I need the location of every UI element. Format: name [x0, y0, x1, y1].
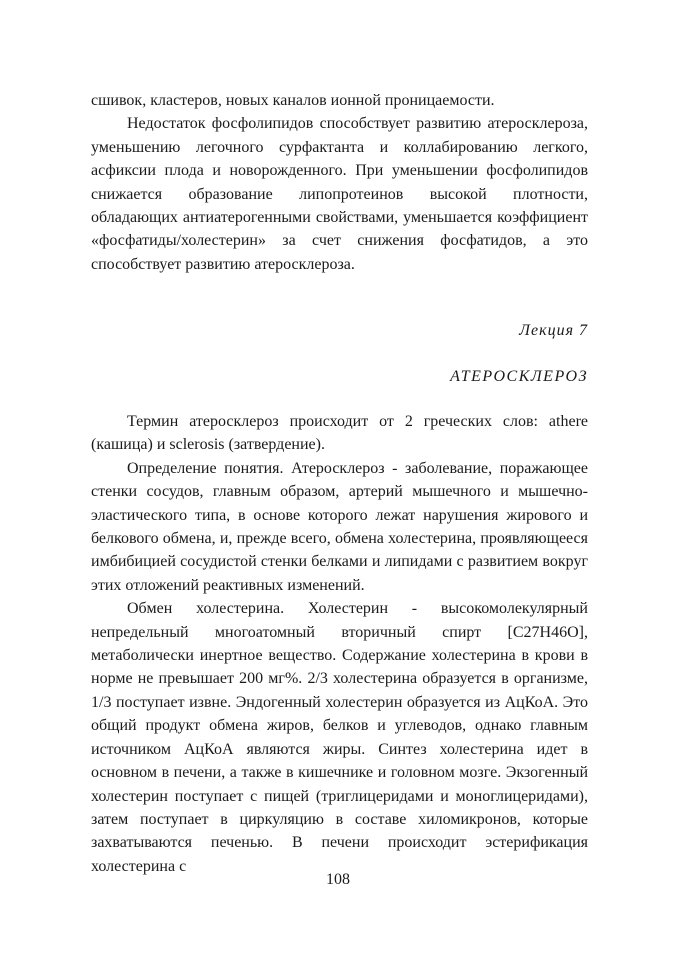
paragraph-phospholipids: Недостаток фосфолипидов способствует развитию атеросклероза, уменьшению легочного сурфактанта и коллабированию легкого, асфиксии плода и новорожденного. При уменьшении фосфолипидов снижается образование липопротеинов высокой плотности, обладающих антиатерогенными свойствами, уменьшается коэффициент «фосфатиды/холестерин» за счет снижения фосфатидов, а это способствует развитию атеросклероза. [91, 115, 588, 273]
lecture-label: Лекция 7 [519, 322, 588, 339]
paragraph-term: Термин атеросклероз происходит от 2 греческих слов: athere (кашица) и sclerosis (затвердение). [91, 413, 588, 454]
paragraph-cholesterol-exchange: Обмен холестерина. Холестерин - высокомолекулярный непредельный многоатомный вторичный спирт [C27H46O], метаболически инертное вещество. Содержание холестерина в крови в норме не превышает 200 мг%. 2/3 холестерина образуется в организме, 1/3 поступает извне. Эндогенный холестерин образуется из АцКоА. Это общий продукт обмена жиров, белков и углеводов, однако главным источником АцКоА являются жиры. Синтез холестерина идет в основном в печени, а также в кишечнике и головном мозге. Экзогенный холестерин поступает с пищей (триглицеридами и моноглицеридами), затем поступает в циркуляцию в составе хиломикронов, которые захватываются печенью. В печени происходит эстерификация холестерина с [91, 600, 588, 875]
chapter-title: АТЕРОСКЛЕРОЗ [450, 368, 588, 385]
paragraph-continuation: сшивок, кластеров, новых каналов ионной проницаемости. [91, 92, 495, 109]
page-number: 108 [326, 871, 350, 888]
top-text-block [91, 89, 588, 276]
main-text-block [91, 410, 588, 878]
paragraph-definition: Определение понятия. Атеросклероз - заболевание, поражающее стенки сосудов, главным образом, артерий мышечного и мышечно-эластического типа, в основе которого лежат нарушения жирового и белкового обмена, и, прежде всего, обмена холестерина, проявляющееся имбибицией сосудистой стенки белками и липидами с развитием вокруг этих отложений реактивных изменений. [91, 459, 588, 594]
